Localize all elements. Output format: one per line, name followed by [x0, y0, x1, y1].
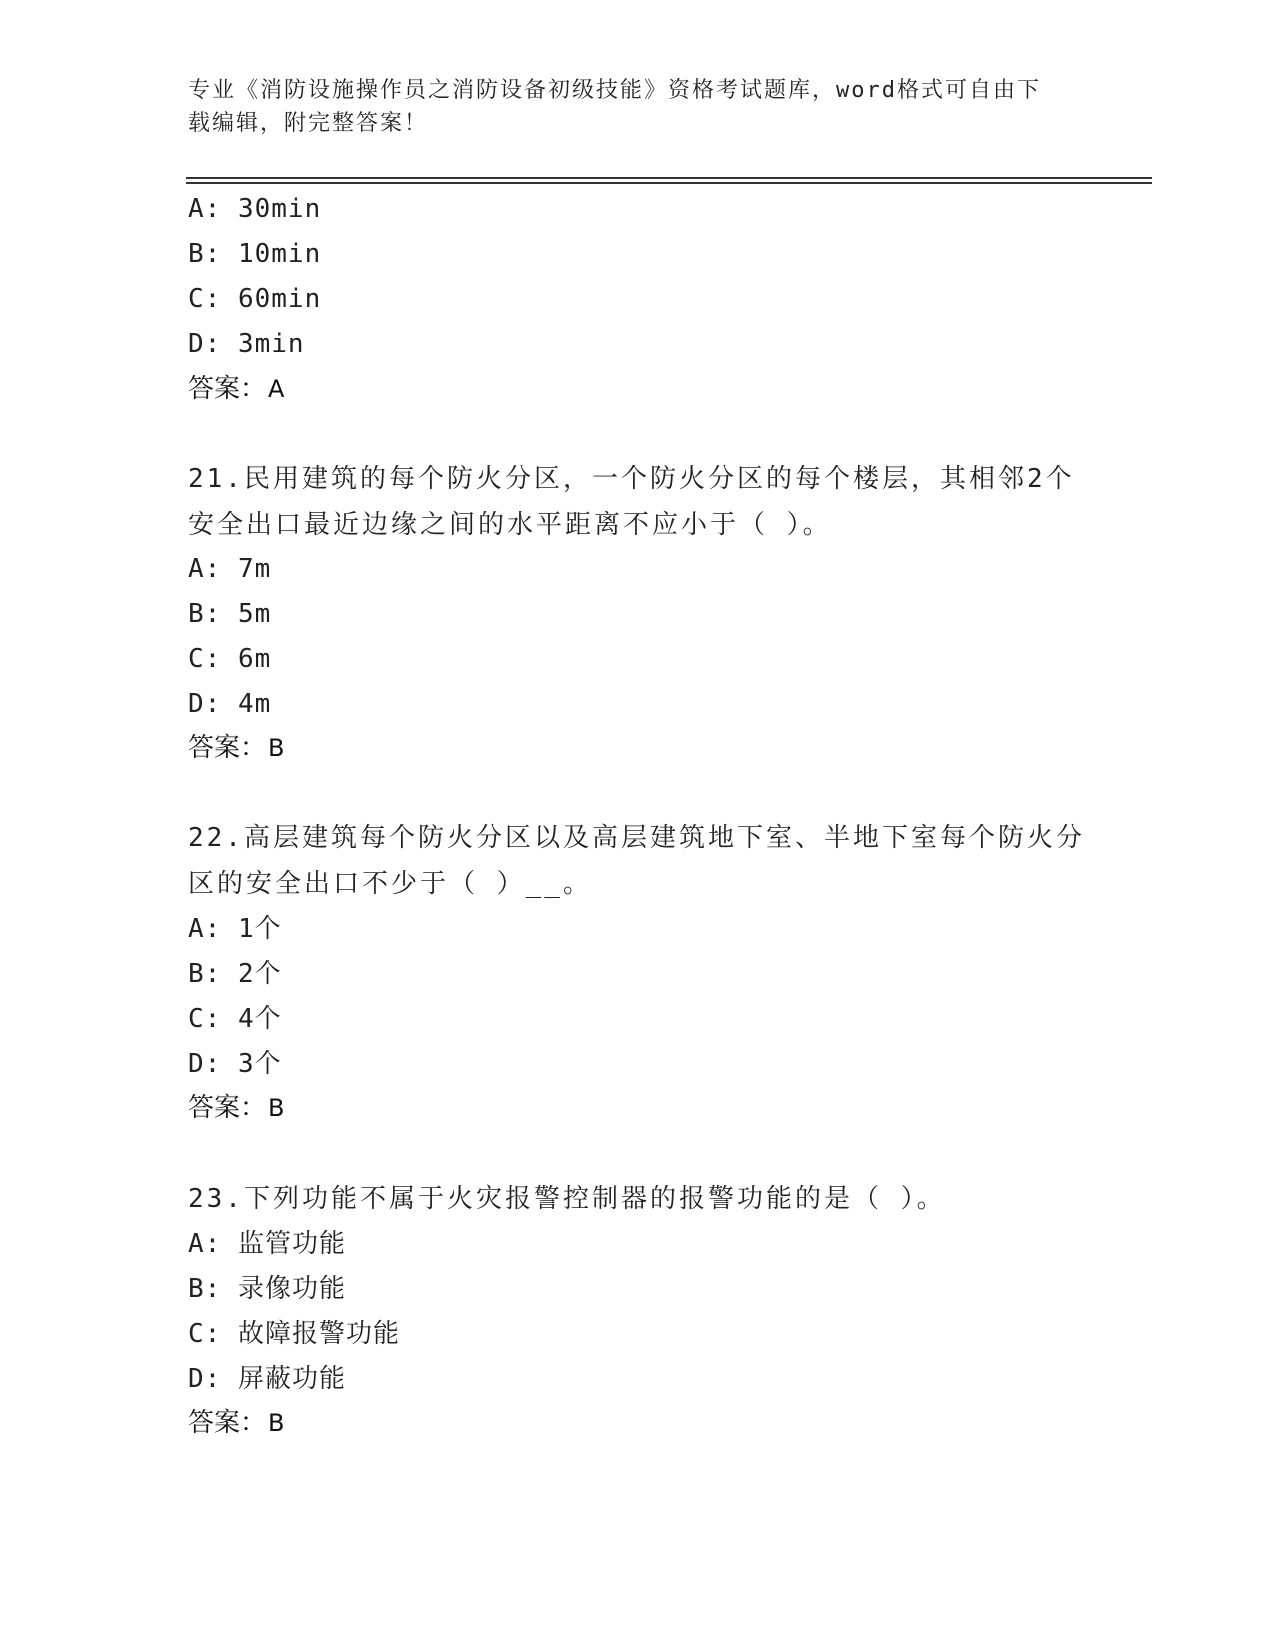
- header-title-line-1: 专业《消防设施操作员之消防设备初级技能》资格考试题库，word格式可自由下: [188, 78, 1041, 103]
- q23-stem: [188, 1176, 1088, 1222]
- answer-label: 答案：: [188, 1408, 267, 1438]
- q22-option-b: B: 2个: [188, 959, 282, 989]
- answer-value: A: [268, 375, 285, 403]
- document-header: [188, 74, 1068, 140]
- q21-stem-line-2: 安全出口最近边缘之间的水平距离不应小于（ ）。: [188, 510, 832, 540]
- answer-value: B: [268, 1094, 285, 1122]
- header-title-line-2: 载编辑，附完整答案！: [188, 111, 429, 136]
- q21-option-c: C: 6m: [188, 644, 272, 674]
- q22-option-d: D: 3个: [188, 1049, 282, 1079]
- q21-answer: [188, 730, 284, 766]
- q23-option-b: B: 录像功能: [188, 1274, 346, 1304]
- q23-answer: [188, 1405, 284, 1441]
- q21-option-b: B: 5m: [188, 599, 272, 629]
- q23-option-d: D: 屏蔽功能: [188, 1364, 346, 1394]
- q22-option-a: A: 1个: [188, 914, 282, 944]
- header-divider-top: [186, 177, 1152, 179]
- q21-stem: [188, 456, 1088, 548]
- q21-option-a: A: 7m: [188, 554, 272, 584]
- q20-answer: [188, 371, 284, 407]
- q23-option-a: A: 监管功能: [188, 1229, 346, 1259]
- q22-answer: [188, 1090, 284, 1126]
- q23-option-c: C: 故障报警功能: [188, 1319, 400, 1349]
- q21-option-d: D: 4m: [188, 689, 272, 719]
- q22-stem: [188, 815, 1088, 907]
- answer-label: 答案：: [188, 374, 267, 404]
- answer-label: 答案：: [188, 733, 267, 763]
- header-divider-bottom: [186, 182, 1152, 184]
- answer-label: 答案：: [188, 1093, 267, 1123]
- q22-option-c: C: 4个: [188, 1004, 282, 1034]
- q20-option-c: C: 60min: [188, 284, 322, 314]
- q23-stem-line-1: 23.下列功能不属于火灾报警控制器的报警功能的是（ ）。: [188, 1184, 946, 1214]
- q20-option-a: A: 30min: [188, 194, 322, 224]
- q22-stem-line-1: 22.高层建筑每个防火分区以及高层建筑地下室、半地下室每个防火分: [188, 823, 1085, 853]
- q22-stem-line-2: 区的安全出口不少于（ ）__。: [188, 869, 592, 899]
- answer-value: B: [268, 734, 285, 762]
- q20-option-b: B: 10min: [188, 239, 322, 269]
- q20-option-d: D: 3min: [188, 329, 305, 359]
- answer-value: B: [268, 1409, 285, 1437]
- q21-stem-line-1: 21.民用建筑的每个防火分区，一个防火分区的每个楼层，其相邻2个: [188, 464, 1075, 494]
